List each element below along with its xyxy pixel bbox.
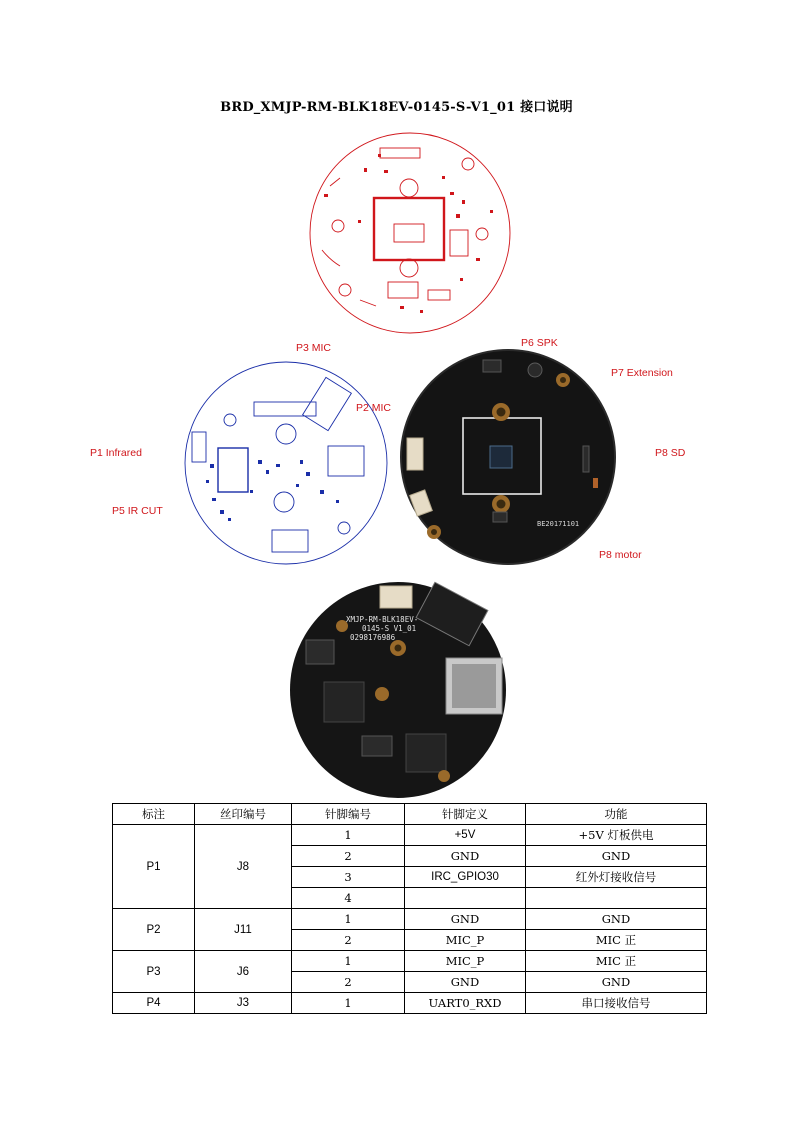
table-row [113, 951, 707, 972]
pin-func-cell: GND [526, 909, 707, 930]
back-board-silk-line2: 0145-S V1_01 [362, 624, 417, 633]
pin-func-cell: +5V 灯板供电 [526, 825, 707, 846]
pin-def-cell: +5V [405, 825, 526, 846]
pin-func-cell: 串口接收信号 [526, 993, 707, 1014]
board-silkscreen-bottom-figure [180, 360, 392, 566]
pin-number-cell: 2 [292, 972, 405, 993]
silk-cell: J11 [195, 909, 292, 951]
board-photo-back-figure [286, 578, 510, 802]
callout-p7-extension: P7 Extension [611, 367, 673, 379]
label-cell: P2 [113, 909, 195, 951]
callout-p6-spk: P6 SPK [521, 337, 558, 349]
pin-number-cell: 2 [292, 930, 405, 951]
pin-func-cell: MIC 正 [526, 951, 707, 972]
callout-p5-ir-cut: P5 IR CUT [112, 505, 163, 517]
pin-def-cell: GND [405, 972, 526, 993]
back-board-silk-line3: 0298176986 [350, 633, 396, 642]
pin-number-cell: 1 [292, 993, 405, 1014]
callout-p8-sd: P8 SD [655, 447, 686, 459]
pin-def-cell: UART0_RXD [405, 993, 526, 1014]
board-silkscreen-top-figure [300, 130, 520, 336]
callout-p1-infrared: P1 Infrared [90, 447, 142, 459]
pin-def-cell: IRC_GPIO30 [405, 867, 526, 888]
pin-func-cell: 红外灯接收信号 [526, 867, 707, 888]
table-row [113, 993, 707, 1014]
silk-cell: J8 [195, 825, 292, 909]
pin-definition-table [112, 803, 707, 1014]
pin-def-cell: GND [405, 909, 526, 930]
table-header: 标注 [113, 804, 195, 825]
pin-number-cell: 1 [292, 909, 405, 930]
pin-def-cell: MIC_P [405, 930, 526, 951]
pin-number-cell: 1 [292, 825, 405, 846]
pin-def-cell: GND [405, 846, 526, 867]
label-cell: P3 [113, 951, 195, 993]
silk-cell: J6 [195, 951, 292, 993]
pin-func-cell: MIC 正 [526, 930, 707, 951]
table-header-row [113, 804, 707, 825]
callout-p2-mic: P2 MIC [356, 402, 392, 414]
back-board-silk-line1: XMJP-RM-BLK18EV- [346, 615, 419, 624]
table-header: 针脚编号 [292, 804, 405, 825]
pin-number-cell: 4 [292, 888, 405, 909]
pin-def-cell [405, 888, 526, 909]
table-header: 功能 [526, 804, 707, 825]
label-cell: P1 [113, 825, 195, 909]
page-title: BRD_XMJP-RM-BLK18EV-0145-S-V1_01 接口说明 [220, 100, 573, 115]
front-board-marking: BE20171101 [537, 520, 580, 528]
pin-func-cell: GND [526, 972, 707, 993]
silk-cell: J3 [195, 993, 292, 1014]
callout-p8-motor: P8 motor [599, 549, 642, 561]
pin-number-cell: 3 [292, 867, 405, 888]
table-row [113, 825, 707, 846]
pin-number-cell: 1 [292, 951, 405, 972]
label-cell: P4 [113, 993, 195, 1014]
table-header: 丝印编号 [195, 804, 292, 825]
board-photo-front-figure [397, 346, 619, 568]
callout-p3-mic: P3 MIC [296, 342, 332, 354]
table-header: 针脚定义 [405, 804, 526, 825]
pin-def-cell: MIC_P [405, 951, 526, 972]
pin-number-cell: 2 [292, 846, 405, 867]
table-row [113, 909, 707, 930]
pin-func-cell [526, 888, 707, 909]
pin-func-cell: GND [526, 846, 707, 867]
